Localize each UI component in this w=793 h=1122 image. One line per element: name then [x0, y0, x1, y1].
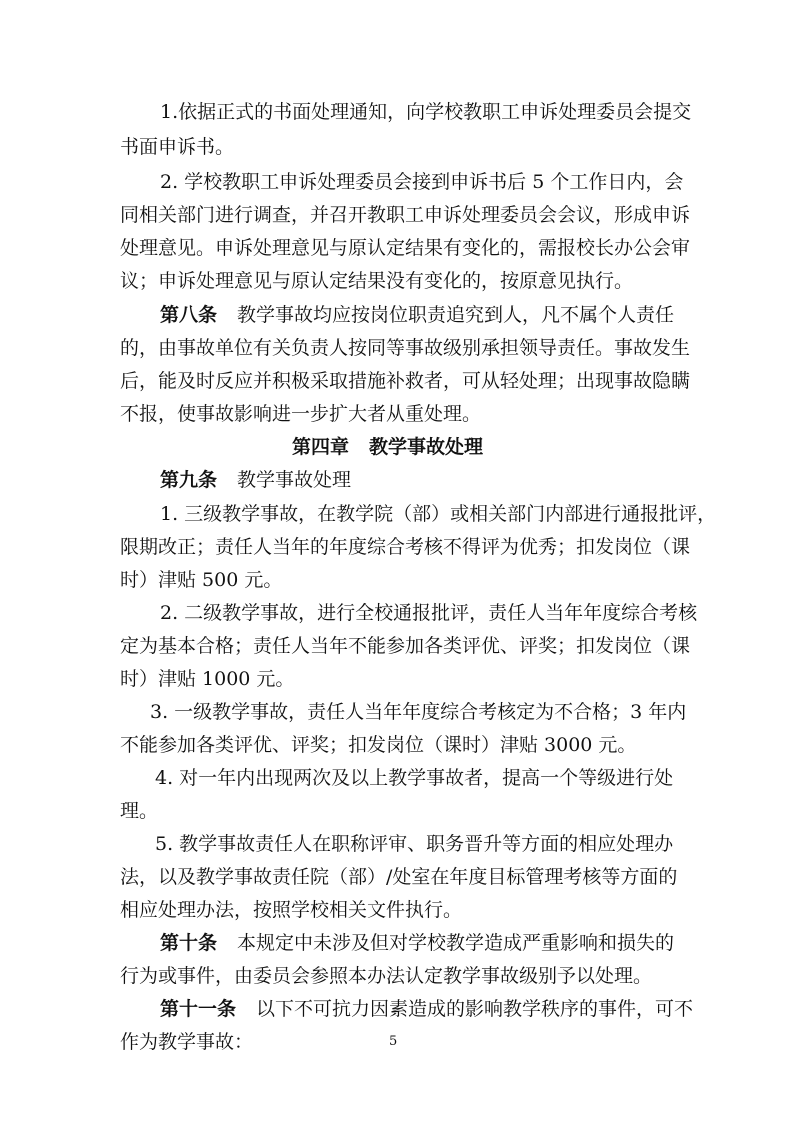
article8-text: 教学事故均应按岗位职责追究到人，凡不属个人责任	[237, 304, 675, 326]
article8-line1	[160, 303, 674, 327]
p1-line2: 书面申诉书。	[120, 136, 235, 158]
article11-title: 第十一条	[160, 998, 237, 1020]
article9-line	[160, 468, 351, 492]
page-number: 5	[389, 1034, 398, 1049]
item2-line2: 定为基本合格；责任人当年不能参加各类评优、评奖；扣发岗位（课	[120, 635, 691, 657]
article10-text: 本规定中未涉及但对学校教学造成严重影响和损失的	[237, 932, 675, 954]
chapter-heading	[292, 435, 483, 459]
p2-line4: 议；申诉处理意见与原认定结果没有变化的，按原意见执行。	[120, 270, 634, 292]
item5-line2: 法，以及教学事故责任院（部）/处室在年度目标管理考核等方面的	[120, 866, 678, 888]
p2-line1: 2. 学校教职工申诉处理委员会接到申诉书后 5 个工作日内，会	[160, 171, 684, 193]
article9-text: 教学事故处理	[237, 469, 352, 491]
item5-line3: 相应处理办法，按照学校相关文件执行。	[120, 899, 463, 921]
article9-title: 第九条	[160, 469, 218, 491]
item1-line1: 1. 三级教学事故，在教学院（部）或相关部门内部进行通报批评，	[160, 503, 717, 525]
item5-line1: 5. 教学事故责任人在职称评审、职务晋升等方面的相应处理办	[155, 833, 674, 855]
article11-text: 以下不可抗力因素造成的影响教学秩序的事件，可不	[256, 998, 694, 1020]
article10-line1	[160, 931, 674, 955]
article8-line2: 的，由事故单位有关负责人按同等事故级别承担领导责任。事故发生	[120, 337, 691, 359]
article8-line4: 不报，使事故影响进一步扩大者从重处理。	[120, 403, 482, 425]
item2-line1: 2. 二级教学事故，进行全校通报批评，责任人当年年度综合考核	[160, 602, 698, 624]
article10-line2: 行为或事件，由委员会参照本办法认定教学事故级别予以处理。	[120, 965, 653, 987]
item3-line2: 不能参加各类评优、评奖；扣发岗位（课时）津贴 3000 元。	[120, 734, 637, 756]
chapter-title: 教学事故处理	[369, 436, 484, 458]
article10-title: 第十条	[160, 932, 218, 954]
p2-line2: 同相关部门进行调查，并召开教职工申诉处理委员会会议，形成申诉	[120, 204, 691, 226]
article11-line2: 作为教学事故：	[120, 1031, 254, 1053]
item1-line3: 时）津贴 500 元。	[120, 569, 283, 591]
article11-line1	[160, 997, 693, 1021]
item2-line3: 时）津贴 1000 元。	[120, 668, 295, 690]
p2-line3: 处理意见。申诉处理意见与原认定结果有变化的，需报校长办公会审	[120, 237, 691, 259]
item4-line1: 4. 对一年内出现两次及以上教学事故者，提高一个等级进行处	[155, 767, 674, 789]
item1-line2: 限期改正；责任人当年的年度综合考核不得评为优秀；扣发岗位（课	[120, 536, 691, 558]
chapter-number: 第四章	[292, 436, 350, 458]
article8-title: 第八条	[160, 304, 218, 326]
item4-line2: 理。	[120, 800, 159, 822]
article8-line3: 后，能及时反应并积极采取措施补救者，可从轻处理；出现事故隐瞒	[120, 370, 691, 392]
p1-line1: 1.依据正式的书面处理通知，向学校教职工申诉处理委员会提交	[160, 101, 692, 123]
item3-line1: 3. 一级教学事故，责任人当年年度综合考核定为不合格；3 年内	[150, 701, 687, 723]
